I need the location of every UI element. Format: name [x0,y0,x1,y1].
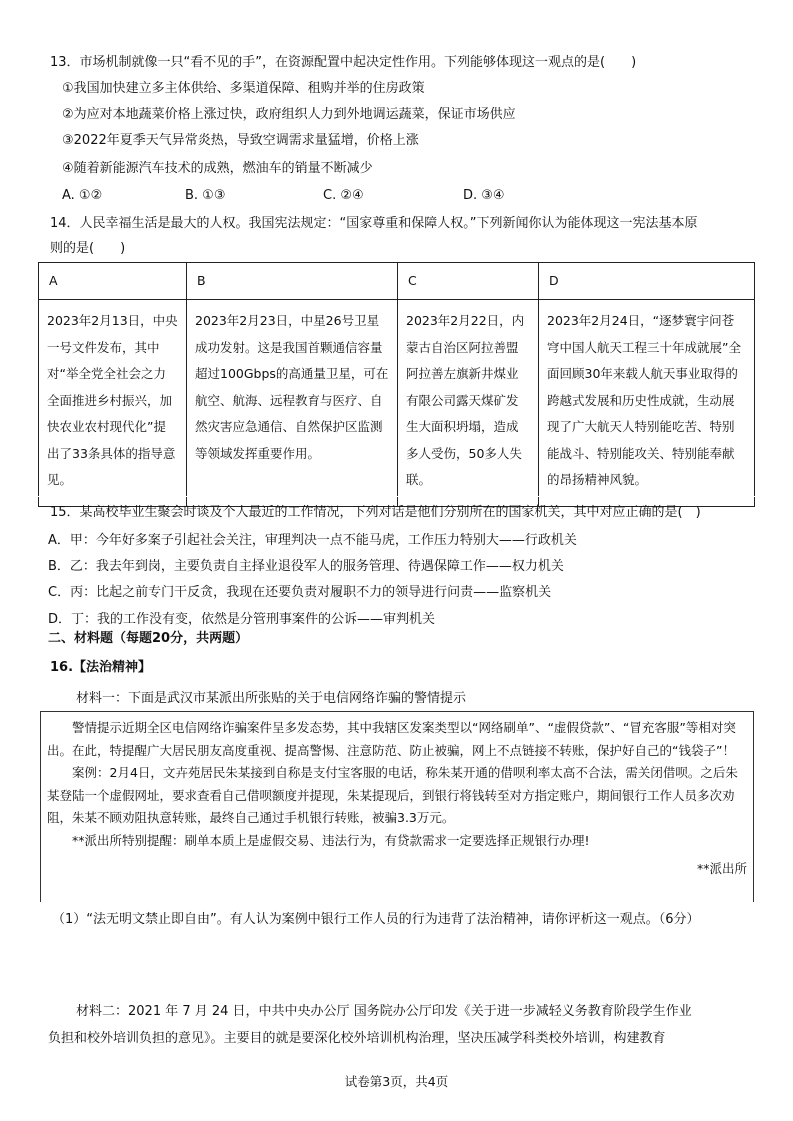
table-cell-b [187,300,398,507]
q13-option-c: C. ②④ [323,188,364,203]
q15-option-c: C．丙：比起之前专门干反贪，我现在还要负责对履职不力的领导进行问责——监察机关 [48,585,552,600]
q13-options [62,187,505,205]
table-header-row [39,263,755,300]
news-a-text: 2023年2月13日，中央一号文件发布，其中对“举全党全社会之力全面推进乡村振兴，加快农业农村现代化”提出了33条具体的指导意见。 [47,313,178,487]
q13-option-a: A. ①② [62,188,103,203]
table-row [39,300,755,507]
q13-option-d: D. ③④ [463,188,505,203]
notice-paragraph-1: 警情提示近期全区电信网络诈骗案件呈多发态势，其中我辖区发案类型以“网络刷单”、“虚假贷款”、“冒充客服”等相对突出。在此，特提醒广大居民朋友高度重视、提高警惕、注意防范、防止被骗，网上不点链接不转账，保护好自己的“钱袋子”！ [47,720,736,758]
q16-heading [50,659,151,677]
q13-item-4: ④随着新能源汽车技术的成熟，燃油车的销量不断减少 [62,161,373,176]
table-header-c: C [398,263,539,300]
police-notice-box [40,711,754,902]
q13-item-2: ②为应对本地蔬菜价格上涨过快，政府组织人力到外地调运蔬菜，保证市场供应 [62,107,516,122]
q13-option-b: B. ①③ [185,188,226,203]
q15-option-d: D．丁：我的工作没有变，依然是分管刑事案件的公诉——审判机关 [48,612,436,627]
q16-number: 16. [50,660,74,675]
q15-option-a: A．甲：今年好多案子引起社会关注，审理判决一点不能马虎，工作压力特别大——行政机关 [48,533,577,548]
news-d-text: 2023年2月24日，“逐梦寰宇问苍穹中国人航天工程三十年成就展”全面回顾30年来载人航天事业取得的跨越式发展和历史性成就，生动展现了广大航天人特别能吃苦、特别能战斗、特别能攻关、特别能奉献的昂扬精神风貌。 [547,313,741,487]
material2-line2: 负担和校外培训负担的意见》。主要目的就是要深化校外培训机构治理，坚决压减学科类校外培训，构建教育 [48,1031,666,1046]
q13-stem: 13．市场机制就像一只“看不见的手”，在资源配置中起决定性作用。下列能够体现这一观点的是( ) [50,55,637,70]
q13-item-1: ①我国加快建立多主体供给、多渠道保障、租购并举的住房政策 [62,81,425,96]
table-header-a: A [39,263,187,300]
notice-signature: **派出所 [696,861,747,876]
news-c-text: 2023年2月22日，内蒙古自治区阿拉善盟阿拉善左旗新井煤业有限公司露天煤矿发生大面积坍塌，造成多人受伤，50多人失联。 [406,313,525,487]
section-title: 二、材料题（每题20分，共两题） [48,631,249,646]
table-cell-c [398,300,539,507]
table-page-cut [38,496,755,497]
q15-stem: 15．某高校毕业生聚会时谈及个人最近的工作情况，下列对话是他们分别所在的国家机关，其中对应正确的是( ) [50,505,701,520]
q14-stem-line1: 14．人民幸福生活是最大的人权。我国宪法规定：“国家尊重和保障人权。”下列新闻你认为能体现这一宪法基本原 [50,216,698,231]
q14-news-table [38,262,755,507]
page-footer: 试卷第3页，共4页 [344,1074,449,1089]
news-b-text: 2023年2月23日，中星26号卫星成功发射。这是我国首颗通信容量超过100Gbps的高通量卫星，可在航空、航海、远程教育与医疗、自然灾害应急通信、自然保护区监测等领域发挥重要作用。 [195,313,389,461]
q15-option-b: B．乙：我去年到岗，主要负责自主择业退役军人的服务管理、待遇保障工作——权力机关 [48,559,564,574]
notice-paragraph-2: 案例：2月4日，文卉苑居民朱某接到自称是支付宝客服的电话，称朱某开通的借呗利率太高不合法，需关闭借呗。之后朱某登陆一个虚假网址，要求查看自己借呗额度并提现，朱某提现后，到银行将钱转至对方指定账户，期间银行工作人员多次劝阻，朱某不顾劝阻执意转账，最终自己通过手机银行转账，被骗3.3万元。 [47,765,738,825]
material2-line1: 材料二：2021 年 7 月 24 日，中共中央办公厅 国务院办公厅印发《关于进一步减轻义务教育阶段学生作业 [76,1004,692,1019]
q16-tag: 【法治精神】 [73,660,152,675]
table-cell-d [539,300,755,507]
material1-title: 材料一：下面是武汉市某派出所张贴的关于电信网络诈骗的警情提示 [76,691,467,706]
q13-item-3: ③2022年夏季天气异常炎热，导致空调需求量猛增，价格上涨 [62,133,419,148]
table-header-d: D [539,263,755,300]
table-header-b: B [187,263,398,300]
notice-paragraph-3: **派出所特别提醒：刷单本质上是虚假交易、违法行为，有贷款需求一定要选择正规银行办理! [72,832,590,848]
table-cell-a [39,300,187,507]
q16-sub-question-1: （1）“法无明文禁止即自由”。有人认为案例中银行工作人员的行为违背了法治精神，请你评析这一观点。（6分） [52,912,700,927]
q14-stem-line2: 则的是( ) [50,241,126,256]
